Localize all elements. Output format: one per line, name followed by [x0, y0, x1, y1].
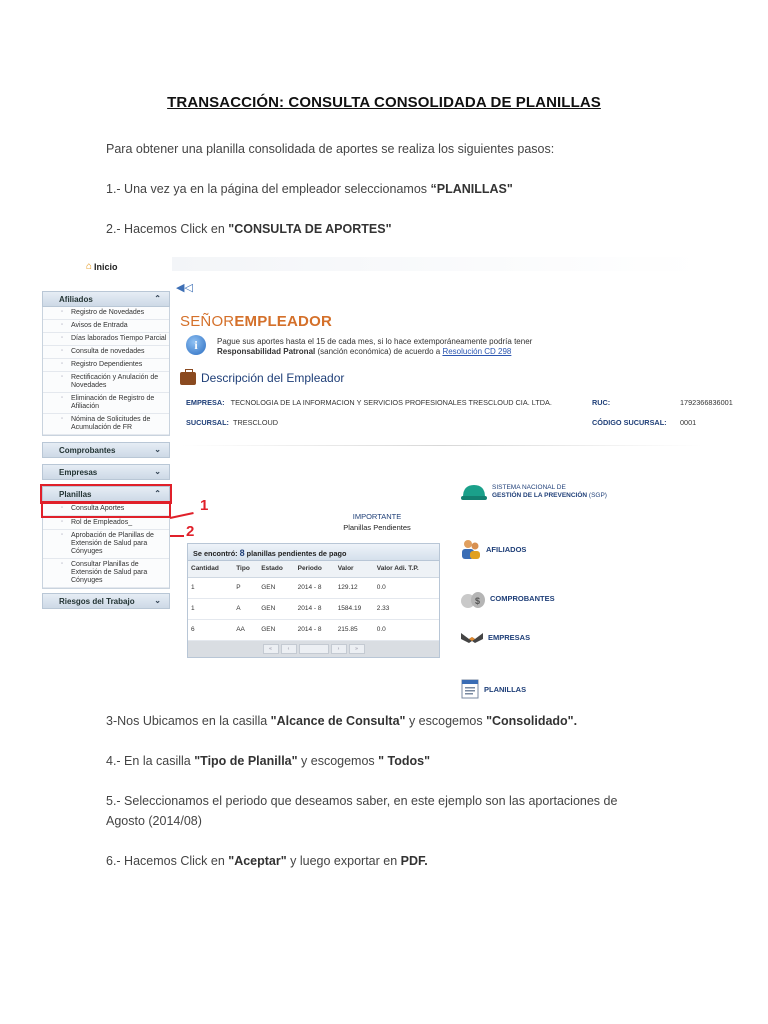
codigo-label: CÓDIGO SUCURSAL: [592, 418, 667, 427]
column-header[interactable]: Cantidad [188, 561, 233, 577]
document-list-icon [460, 679, 480, 699]
column-header[interactable]: Estado [258, 561, 294, 577]
sidebar-section-label: Empresas [59, 468, 98, 477]
ruc-value: 1792366836001 [680, 398, 733, 407]
step-4-mid: y escogemos [297, 754, 379, 768]
comprobantes-label: COMPROBANTES [490, 593, 555, 603]
step-3-text: 3-Nos Ubicamos en la casilla [106, 714, 271, 728]
sidebar-item[interactable]: ▫ Rol de Empleados_ [43, 517, 169, 530]
sidebar-item[interactable]: ▫ Rectificación y Anulación de Novedades [43, 372, 169, 393]
step-1-text: 1.- Una vez ya en la página del empleador seleccionamos [106, 182, 431, 196]
sidebar-item[interactable]: ▫ Avisos de Entrada [43, 320, 169, 333]
notice-bold: Responsabilidad Patronal [217, 347, 316, 356]
pending-table [187, 543, 440, 658]
pending-label: Planillas Pendientes [343, 523, 411, 532]
table-cell: 1584.19 [335, 598, 374, 619]
planillas-label: PLANILLAS [484, 684, 527, 694]
resolution-link[interactable]: Resolución CD 298 [442, 347, 512, 356]
sidebar-item[interactable]: ▫ Consultar Planillas de Extensión de Salud para Cónyuges [43, 559, 169, 588]
caption-count: 8 [239, 548, 245, 558]
table-pager [188, 641, 439, 657]
sidebar [42, 289, 170, 609]
ruc-label: RUC: [592, 398, 611, 407]
desc-heading-label: Descripción del Empleador [201, 371, 345, 385]
step-3-bold-1: "Alcance de Consulta" [270, 714, 406, 728]
sidebar-section-planillas[interactable] [42, 486, 170, 502]
codigo-value: 0001 [680, 418, 697, 427]
senor-empleador-heading [180, 313, 332, 330]
document-title: TRANSACCIÓN: CONSULTA CONSOLIDADA DE PLANILLAS [167, 94, 601, 111]
important-label: IMPORTANTE [352, 512, 402, 521]
table-cell: P [233, 577, 258, 598]
table-caption [188, 544, 439, 561]
step-3-mid: y escogemos [405, 714, 487, 728]
svg-text:$: $ [475, 596, 481, 606]
sucursal-value: TRESCLOUD [233, 418, 279, 427]
table-cell: 215.85 [335, 619, 374, 640]
chevron-down-icon: ⌄ [154, 467, 161, 476]
sidebar-item[interactable]: ▫ Consulta de novedades [43, 346, 169, 359]
important-notice [317, 511, 437, 533]
sidebar-item[interactable]: ▫ Eliminación de Registro de Afiliación [43, 393, 169, 414]
sidebar-section-label: Planillas [59, 490, 92, 499]
sidebar-section-riesgos[interactable] [42, 593, 170, 609]
table-cell: 129.12 [335, 577, 374, 598]
home-icon: ⌂ [86, 261, 93, 272]
employer-description-heading [180, 371, 344, 385]
afiliados-submenu [42, 307, 170, 436]
sidebar-section-comprobantes[interactable] [42, 442, 170, 458]
table-cell: 2.33 [374, 598, 439, 619]
collapse-arrow-icon[interactable]: ◀◁ [176, 282, 193, 294]
sgp-line-2-tail: (SGP) [587, 492, 607, 499]
briefcase-icon [180, 372, 196, 385]
ruc-row [592, 398, 610, 407]
last-page-button[interactable]: » [349, 644, 365, 654]
intro-paragraph: Para obtener una planilla consolidada de aportes se realiza los siguientes pasos: [106, 142, 555, 156]
caption-pre: Se encontró: [193, 549, 240, 558]
sidebar-item-consulta-aportes[interactable]: ▫ Consulta Aportes [43, 503, 169, 516]
first-page-button[interactable]: « [263, 644, 279, 654]
step-3-bold-2: "Consolidado". [486, 714, 578, 728]
menu-comprobantes[interactable] [460, 587, 555, 609]
codigo-row [592, 418, 667, 427]
empresa-row [186, 398, 552, 407]
step-6-bold-1: "Aceptar" [228, 854, 287, 868]
table-cell: AA [233, 619, 258, 640]
senor-word: SEÑOR [180, 313, 235, 330]
top-band [172, 257, 702, 271]
table-cell: GEN [258, 598, 294, 619]
people-icon [460, 537, 482, 561]
table-row[interactable] [188, 577, 439, 598]
notice-line-2 [217, 347, 532, 357]
menu-sgp[interactable] [460, 481, 607, 503]
chevron-up-icon: ⌃ [154, 294, 161, 303]
table-row[interactable] [188, 598, 439, 619]
table-cell: 0.0 [374, 577, 439, 598]
embedded-screenshot [40, 255, 740, 695]
table-cell: 2014 - 8 [295, 619, 335, 640]
next-page-button[interactable]: › [331, 644, 347, 654]
sidebar-section-empresas[interactable] [42, 464, 170, 480]
sidebar-item[interactable]: ▫ Nómina de Solicitudes de Acumulación de FR [43, 414, 169, 435]
menu-empresas[interactable] [460, 629, 530, 645]
step-4 [106, 751, 430, 771]
column-header[interactable]: Valor Adi. T.P. [374, 561, 439, 577]
table-cell: 0.0 [374, 619, 439, 640]
sidebar-item[interactable]: ▫ Aprobación de Planillas de Extensión de Salud para Cónyuges [43, 530, 169, 559]
empresa-value: TECNOLOGIA DE LA INFORMACION Y SERVICIOS PROFESIONALES TRESCLOUD CIA. LTDA. [230, 398, 552, 407]
empresas-label: EMPRESAS [488, 632, 531, 642]
table-cell: 2014 - 8 [295, 577, 335, 598]
chevron-down-icon: ⌄ [154, 596, 161, 605]
sgp-line-2 [492, 492, 607, 500]
step-2 [106, 219, 392, 239]
step-1 [106, 179, 513, 199]
step-4-bold-1: "Tipo de Planilla" [194, 754, 298, 768]
chevron-down-icon: ⌄ [154, 445, 161, 454]
step-4-text: 4.- En la casilla [106, 754, 195, 768]
pending-data-table [188, 561, 439, 641]
step-4-bold-2: " Todos" [378, 754, 431, 768]
step-6-text: 6.- Hacemos Click en [106, 854, 229, 868]
sgp-line-2-bold: GESTIÓN DE LA PREVENCIÓN [492, 492, 588, 499]
table-cell: 6 [188, 619, 233, 640]
table-cell: GEN [258, 577, 294, 598]
annotation-number-2: 2 [186, 523, 195, 540]
table-cell: A [233, 598, 258, 619]
sidebar-item[interactable]: ▫ Registro Dependientes [43, 359, 169, 372]
section-divider [182, 445, 702, 446]
menu-afiliados[interactable] [460, 537, 526, 561]
table-cell: 1 [188, 598, 233, 619]
step-6-mid: y luego exportar en [286, 854, 401, 868]
table-cell: 1 [188, 577, 233, 598]
step-1-bold: “PLANILLAS" [430, 182, 513, 196]
empleador-word: EMPLEADOR [234, 313, 332, 330]
sgp-label [492, 484, 607, 500]
afiliados-label: AFILIADOS [486, 544, 527, 554]
info-icon: i [186, 335, 206, 355]
notice-mid: (sanción económica) de acuerdo a [315, 347, 443, 356]
handshake-icon [460, 629, 484, 645]
step-6-bold-2: PDF. [400, 854, 428, 868]
notice-line-1: Pague sus aportes hasta el 15 de cada mes, si lo hace extemporáneamente podría tener [217, 337, 533, 346]
home-link[interactable] [86, 261, 118, 272]
helmet-icon [460, 481, 488, 503]
caption-post: planillas pendientes de pago [244, 549, 347, 558]
page-number-field[interactable] [299, 644, 329, 654]
empresa-label: EMPRESA: [186, 398, 225, 407]
step-2-text: 2.- Hacemos Click en [106, 222, 229, 236]
planillas-submenu [42, 503, 170, 589]
sucursal-row [186, 418, 278, 427]
step-6 [106, 851, 428, 871]
step-5: 5.- Seleccionamos el periodo que deseamos saber, en este ejemplo son las aportaciones de Agosto (2014/08) [106, 794, 618, 828]
table-cell: GEN [258, 619, 294, 640]
sgp-line-1: SISTEMA NACIONAL DE [492, 484, 566, 491]
sidebar-item[interactable]: ▫ Registro de Novedades [43, 307, 169, 320]
sidebar-section-label: Afiliados [59, 295, 93, 304]
sidebar-section-label: Riesgos del Trabajo [59, 597, 135, 606]
column-header[interactable]: Tipo [233, 561, 258, 577]
step-2-bold: "CONSULTA DE APORTES" [228, 222, 392, 236]
table-header-row [188, 561, 439, 577]
main-content [172, 255, 740, 695]
sidebar-item[interactable]: ▫ Días laborados Tiempo Parcial [43, 333, 169, 346]
annotation-number-1: 1 [200, 497, 209, 514]
step-3 [106, 711, 577, 731]
home-label: Inicio [94, 261, 118, 272]
menu-planillas[interactable] [460, 679, 526, 699]
prev-page-button[interactable]: ‹ [281, 644, 297, 654]
sidebar-section-label: Comprobantes [59, 446, 116, 455]
payment-notice [217, 337, 532, 357]
table-row[interactable] [188, 619, 439, 640]
money-bag-icon [460, 587, 486, 609]
sidebar-section-afiliados[interactable] [42, 291, 170, 307]
column-header[interactable]: Periodo [295, 561, 335, 577]
sucursal-label: SUCURSAL: [186, 418, 229, 427]
chevron-up-icon: ⌃ [154, 489, 161, 498]
column-header[interactable]: Valor [335, 561, 374, 577]
table-cell: 2014 - 8 [295, 598, 335, 619]
